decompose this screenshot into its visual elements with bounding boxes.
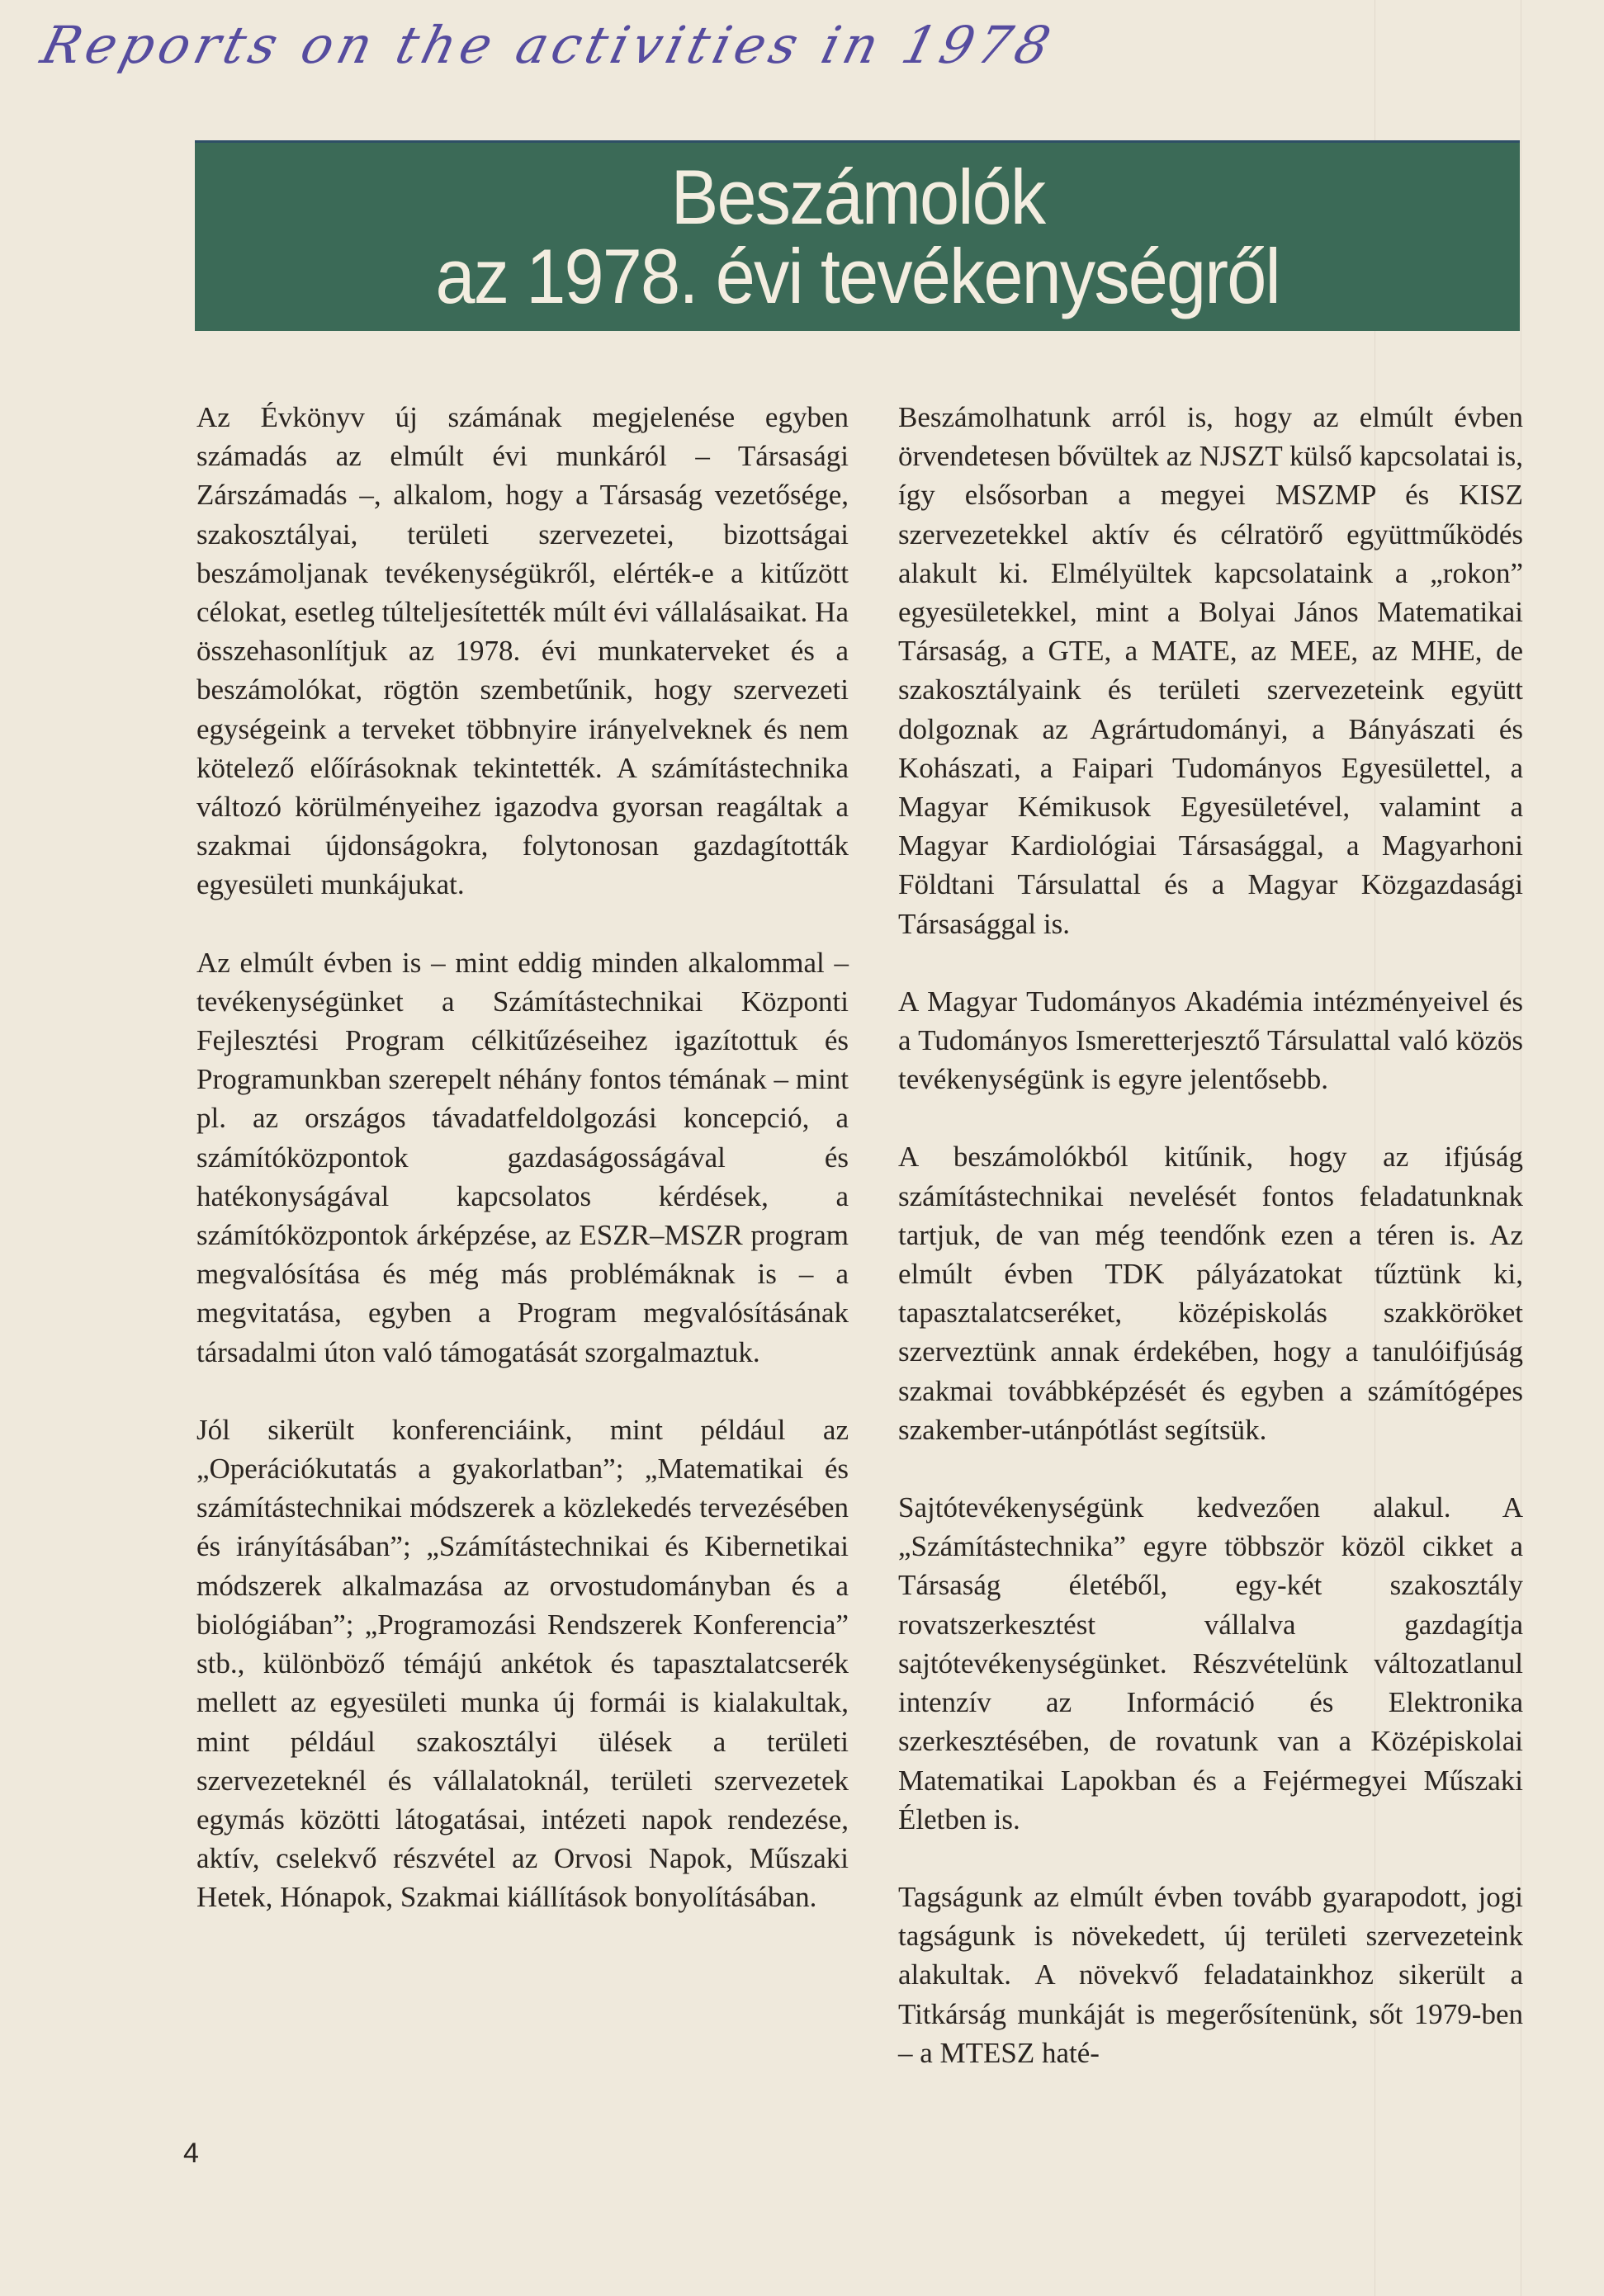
- page-number: 4: [183, 2138, 199, 2169]
- paragraph: Az elmúlt évben is – mint eddig minden alkalommal – tevékenységünket a Számítástechnikai Központi Fejlesztési Program célkitűzéseihez igazítottuk és Programunkban szerepelt néhány fontos témának – mint pl. az országos távadatfeldolgozási koncepció, a számítóközpontok gazdaságosságával és hatékonyságával kapcsolatos kérdések, a számítóközpontok árképzése, az ESZR–MSZR program megvalósítása és még más problémáknak is – a megvitatása, egyben a Program megvalósításának társadalmi úton való támogatását szorgalmaztuk.: [196, 946, 849, 1368]
- paragraph: Tagságunk az elmúlt évben tovább gyarapodott, jogi tagságunk is növekedett, új területi szervezeteink alakultak. A növekvő feladatainkhoz sikerült a Titkárság munkáját is megerősítenünk, sőt 1979-ben – a MTESZ haté-: [898, 1880, 1523, 2069]
- handwritten-annotation: Reports on the activities in 1978: [35, 15, 1062, 75]
- page-title-line-2: az 1978. évi tevékenységről: [435, 233, 1280, 319]
- title-banner: [195, 140, 1520, 331]
- paragraph: Az Évkönyv új számának megjelenése egyben számadás az elmúlt évi munkáról – Társasági Zárszámadás –, alkalom, hogy a Társaság vezetősége, szakosztályai, területi szervezetei, bizottságai beszámoljanak tevékenységükről, elérték-e a kitűzött célokat, esetleg túlteljesítették múlt évi vállalásaikat. Ha összehasonlítjuk az 1978. évi munkaterveket és a beszámolókat, rögtön szembetűnik, hogy szervezeti egységeink a terveket többnyire irányelveknek és nem kötelező előírásoknak tekintették. A számítástechnika változó körülményeihez igazodva gyorsan reagáltak a szakmai újdonságokra, folytonosan gazdagították egyesületi munkájukat.: [196, 401, 849, 901]
- right-text-column: [898, 398, 1523, 2111]
- paragraph: A beszámolókból kitűnik, hogy az ifjúság számítástechnikai nevelését fontos feladatunknak tartjuk, de van még teendőnk ezen a téren is. Az elmúlt évben TDK pályázatokat tűztünk ki, tapasztalatcseréket, középiskolás szakköröket szerveztünk annak érdekében, hogy a tanulóifjúság szakmai továbbképzését és egyben a számítógépes szakember-utánpótlást segítsük.: [898, 1141, 1523, 1446]
- paragraph: Jól sikerült konferenciáink, mint például az „Operációkutatás a gyakorlatban”; „Matematikai és számítástechnikai módszerek a közlekedés tervezésében és irányításában”; „Számítástechnikai és Kibernetikai módszerek alkalmazása az orvostudományban és a biológiában”; „Programozási Rendszerek Konferencia” stb., különböző témájú ankétok és tapasztalatcserék mellett az egyesületi munka új formái is kialakultak, mint például szakosztályi ülések a területi szervezeteknél és vállalatoknál, területi szervezetek egymás közötti látogatásai, intézeti napok rendezése, aktív, cselekvő részvétel az Orvosi Napok, Műszaki Hetek, Hónapok, Szakmai kiállítások bonyolításában.: [196, 1413, 849, 1914]
- page-title-line-1: Beszámolók: [670, 154, 1044, 240]
- paragraph: Sajtótevékenységünk kedvezően alakul. A „Számítástechnika” egyre többször közöl cikket a Társaság életéből, egy-két szakosztály rovatszerkesztést vállalva gazdagítja sajtótevékenységünket. Részvételünk változatlanul intenzív az Információ és Elektronika szerkesztésében, de rovatunk van a Középiskolai Matematikai Lapokban és a Fejérmegyei Műszaki Életben is.: [898, 1491, 1523, 1835]
- left-text-column: [196, 398, 849, 1956]
- paragraph: A Magyar Tudományos Akadémia intézményeivel és a Tudományos Ismeretterjesztő Társulattal való közös tevékenységünk is egyre jelentősebb.: [898, 985, 1523, 1096]
- paragraph: Beszámolhatunk arról is, hogy az elmúlt évben örvendetesen bővültek az NJSZT külső kapcsolatai is, így elsősorban a megyei MSZMP és KISZ szervezetekkel aktív és célratörő együttműködés alakult ki. Elmélyültek kapcsolataink a „rokon” egyesületekkel, mint a Bolyai János Matematikai Társaság, a GTE, a MATE, az MEE, az MHE, de szakosztályaink és területi szervezeteink együtt dolgoznak az Agrártudományi, a Bányászati és Kohászati, a Faipari Tudományos Egyesülettel, a Magyar Kémikusok Egyesületével, valamint a Magyar Kardiológiai Társasággal, a Magyarhoni Földtani Társulattal és a Magyar Közgazdasági Társasággal is.: [898, 401, 1523, 940]
